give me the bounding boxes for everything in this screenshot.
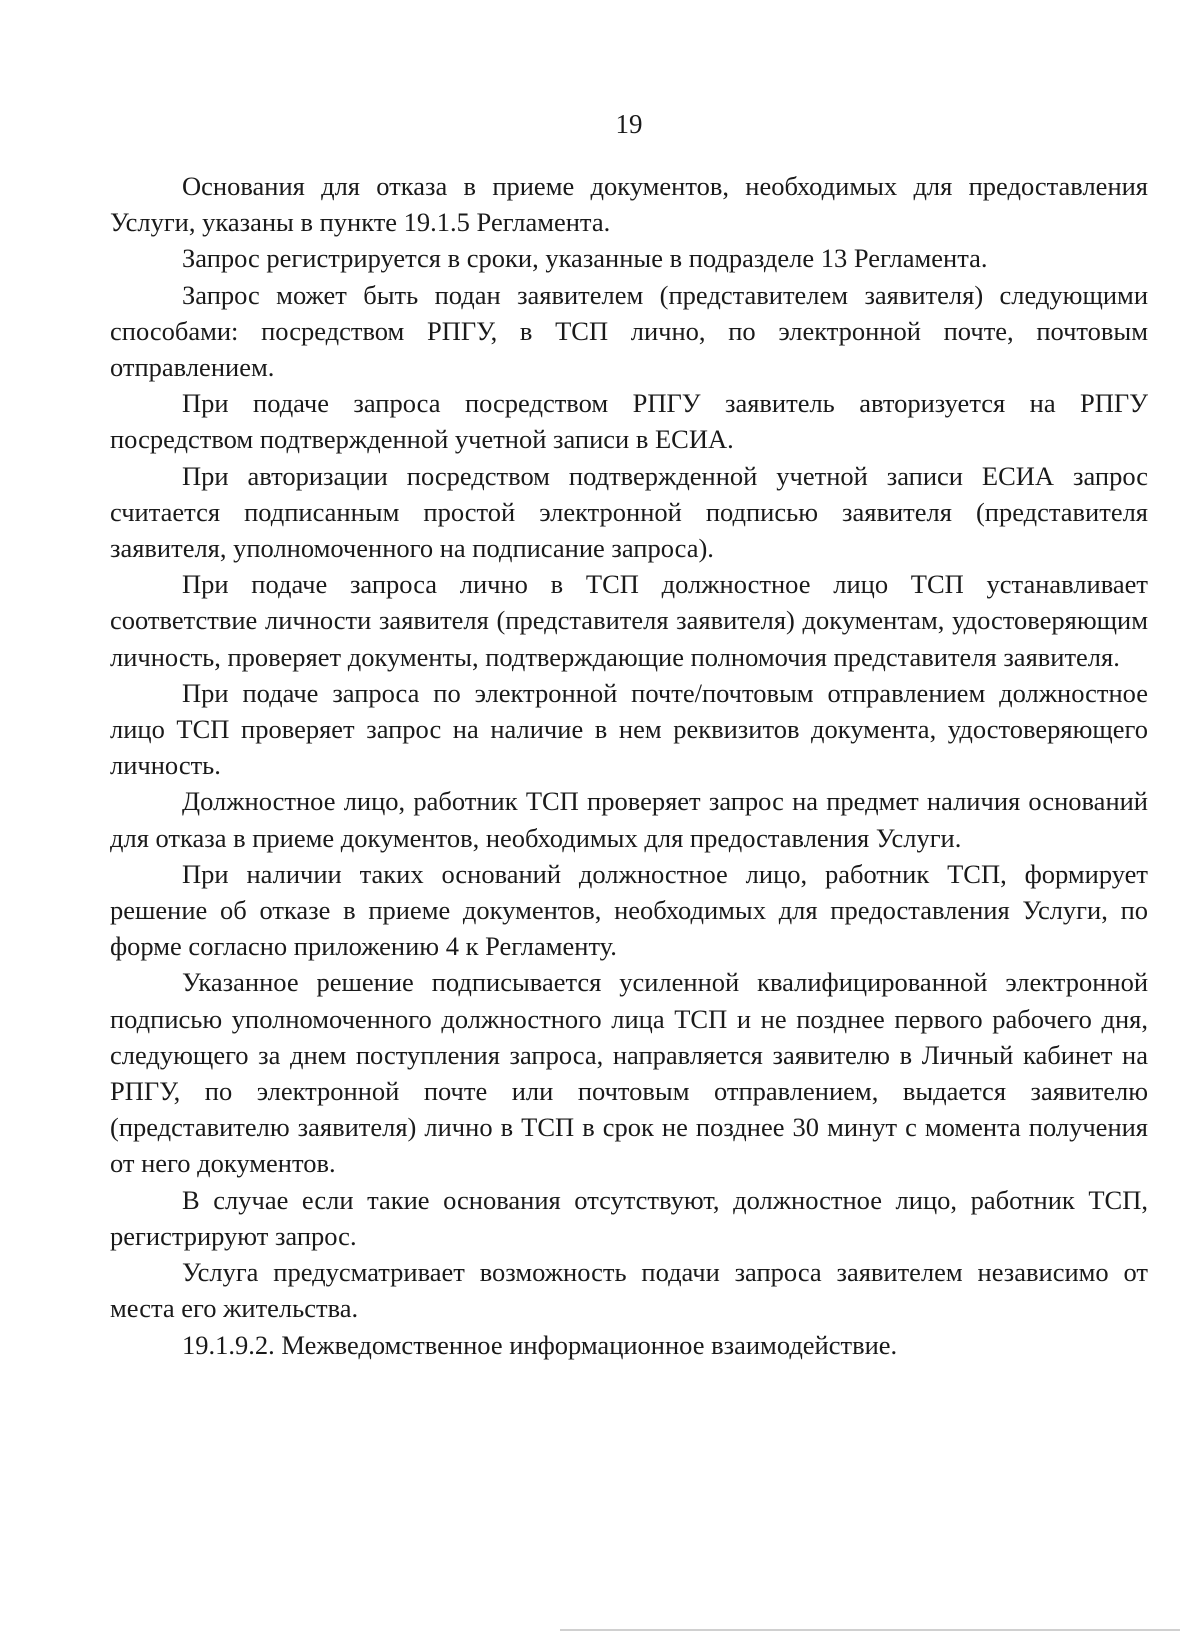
- paragraph: В случае если такие основания отсутствуют, должностное лицо, работник ТСП, регистрируют запрос.: [110, 1184, 1148, 1251]
- paragraph: Основания для отказа в приеме документов, необходимых для предоставления Услуги, указаны в пункте 19.1.5 Регламента.: [110, 171, 1148, 238]
- paragraph: При подаче запроса посредством РПГУ заявитель авторизуется на РПГУ посредством подтвержденной учетной записи в ЕСИА.: [110, 388, 1148, 455]
- paragraph: 19.1.9.2. Межведомственное информационное взаимодействие.: [182, 1329, 898, 1360]
- paragraph: Запрос может быть подан заявителем (представителем заявителя) следующими способами: посредством РПГУ, в ТСП лично, по электронной почте, почтовым отправлением.: [110, 279, 1148, 383]
- paragraph: Запрос регистрируется в сроки, указанные в подразделе 13 Регламента.: [182, 243, 988, 274]
- page-number: 19: [615, 109, 643, 139]
- scan-edge-line: [560, 1629, 1180, 1631]
- document-body: [110, 168, 1148, 1363]
- paragraph: При авторизации посредством подтвержденной учетной записи ЕСИА запрос считается подписанным простой электронной подписью заявителя (представителя заявителя, уполномоченного на подписание запроса).: [110, 460, 1148, 564]
- paragraph: Услуга предусматривает возможность подачи запроса заявителем независимо от места его жительства.: [110, 1257, 1148, 1324]
- paragraph: При наличии таких оснований должностное лицо, работник ТСП, формирует решение об отказе в приеме документов, необходимых для предоставления Услуги, по форме согласно приложению 4 к Регламенту.: [110, 858, 1148, 962]
- paragraph: Должностное лицо, работник ТСП проверяет запрос на предмет наличия оснований для отказа в приеме документов, необходимых для предоставления Услуги.: [110, 786, 1148, 853]
- paragraph: Указанное решение подписывается усиленной квалифицированной электронной подписью уполномоченного должностного лица ТСП и не позднее первого рабочего дня, следующего за днем поступления запроса, направляется заявителю в Личный кабинет на РПГУ, по электронной почте или почтовым отправлением, выдается заявителю (представителю заявителя) лично в ТСП в срок не позднее 30 минут с момента получения от него документов.: [110, 967, 1148, 1179]
- paragraph: При подаче запроса лично в ТСП должностное лицо ТСП устанавливает соответствие личности заявителя (представителя заявителя) документам, удостоверяющим личность, проверяет документы, подтверждающие полномочия представителя заявителя.: [110, 569, 1148, 672]
- paragraph: При подаче запроса по электронной почте/почтовым отправлением должностное лицо ТСП проверяет запрос на наличие в нем реквизитов документа, удостоверяющего личность.: [110, 677, 1148, 781]
